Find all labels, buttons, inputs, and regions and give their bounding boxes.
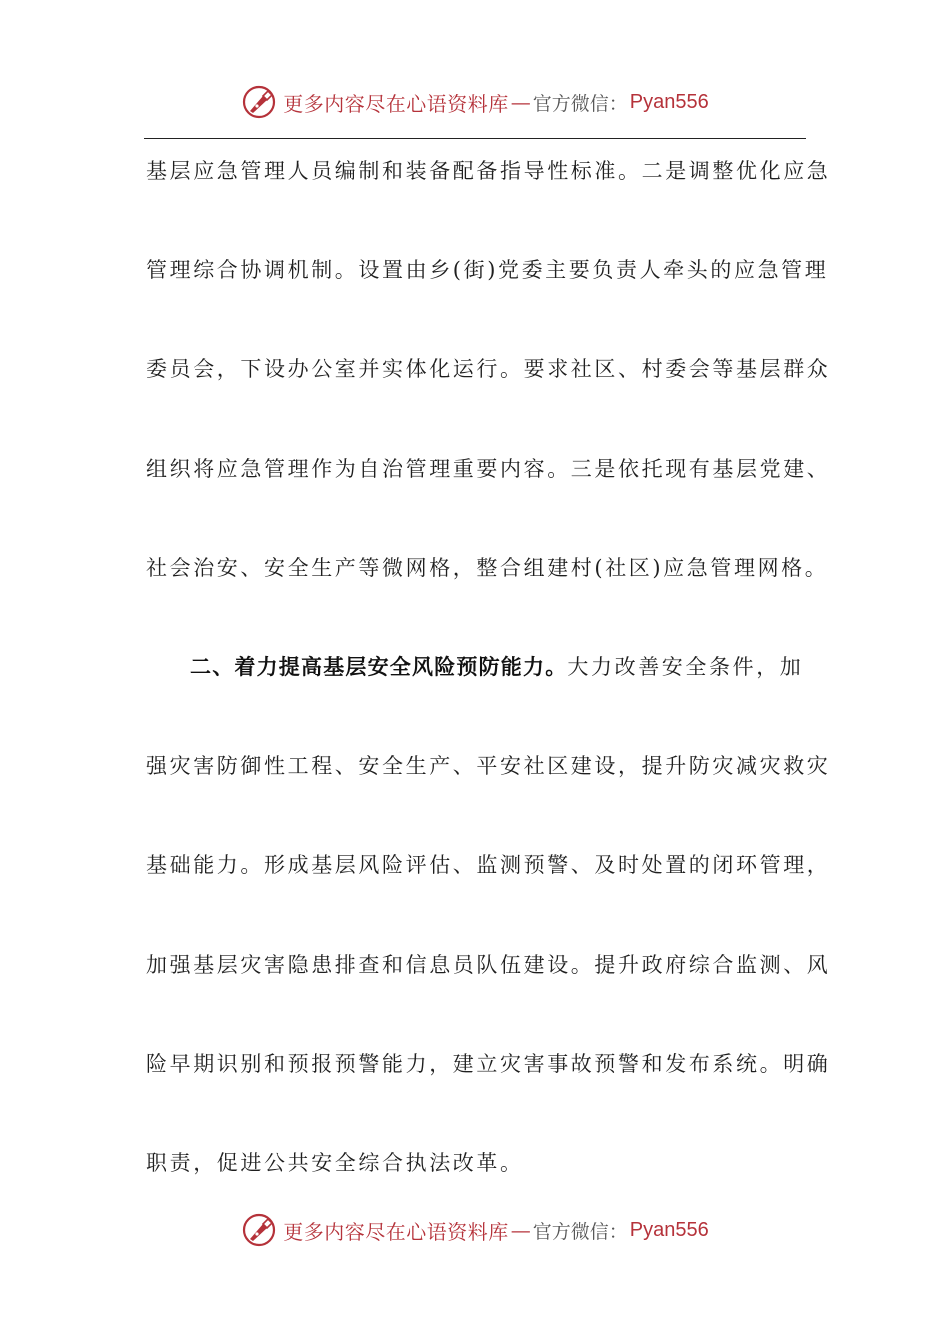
- header-promo-text: 更多内容尽在心语资料库: [283, 91, 509, 116]
- document-body: [146, 151, 831, 1242]
- pen-nib-logo-icon: [241, 1212, 277, 1248]
- pen-nib-logo-icon: [241, 84, 277, 120]
- paragraph-line: 基础能力。形成基层风险评估、监测预警、及时处置的闭环管理，: [146, 853, 831, 878]
- section-first-line-text: 大力改善安全条件，加: [567, 654, 804, 679]
- section-heading: 二、着力提高基层安全风险预防能力。: [190, 654, 568, 679]
- paragraph-line: 组织将应急管理作为自治管理重要内容。三是依托现有基层党建、: [146, 456, 831, 481]
- footer-wechat-id: Pyan556: [629, 1218, 709, 1241]
- footer-promo-text: 更多内容尽在心语资料库: [283, 1219, 509, 1244]
- header-separator: —: [510, 90, 531, 114]
- paragraph-line: 管理综合协调机制。设置由乡(街)党委主要负责人牵头的应急管理: [146, 258, 829, 283]
- paragraph-line: 强灾害防御性工程、安全生产、平安社区建设，提升防灾减灾救灾: [146, 754, 831, 779]
- section-first-line: [146, 647, 804, 746]
- header-divider: [144, 138, 806, 139]
- footer-banner: [0, 1210, 950, 1250]
- paragraph-line: 加强基层灾害隐患排查和信息员队伍建设。提升政府综合监测、风: [146, 952, 831, 977]
- paragraph-line: 险早期识别和预报预警能力，建立灾害事故预警和发布系统。明确: [146, 1051, 831, 1076]
- footer-official-label: 官方微信：: [532, 1220, 628, 1243]
- paragraph-line: 社会治安、安全生产等微网格，整合组建村(社区)应急管理网格。: [146, 555, 829, 580]
- header-official-label: 官方微信：: [532, 92, 628, 115]
- header-wechat-id: Pyan556: [629, 90, 709, 113]
- paragraph-line: 基层应急管理人员编制和装备配备指导性标准。二是调整优化应急: [146, 159, 831, 183]
- paragraph-line: 委员会，下设办公室并实体化运行。要求社区、村委会等基层群众: [146, 357, 831, 382]
- paragraph-line: 职责，促进公共安全综合执法改革。: [146, 1150, 524, 1175]
- footer-separator: —: [510, 1218, 531, 1242]
- header-banner: [0, 82, 950, 122]
